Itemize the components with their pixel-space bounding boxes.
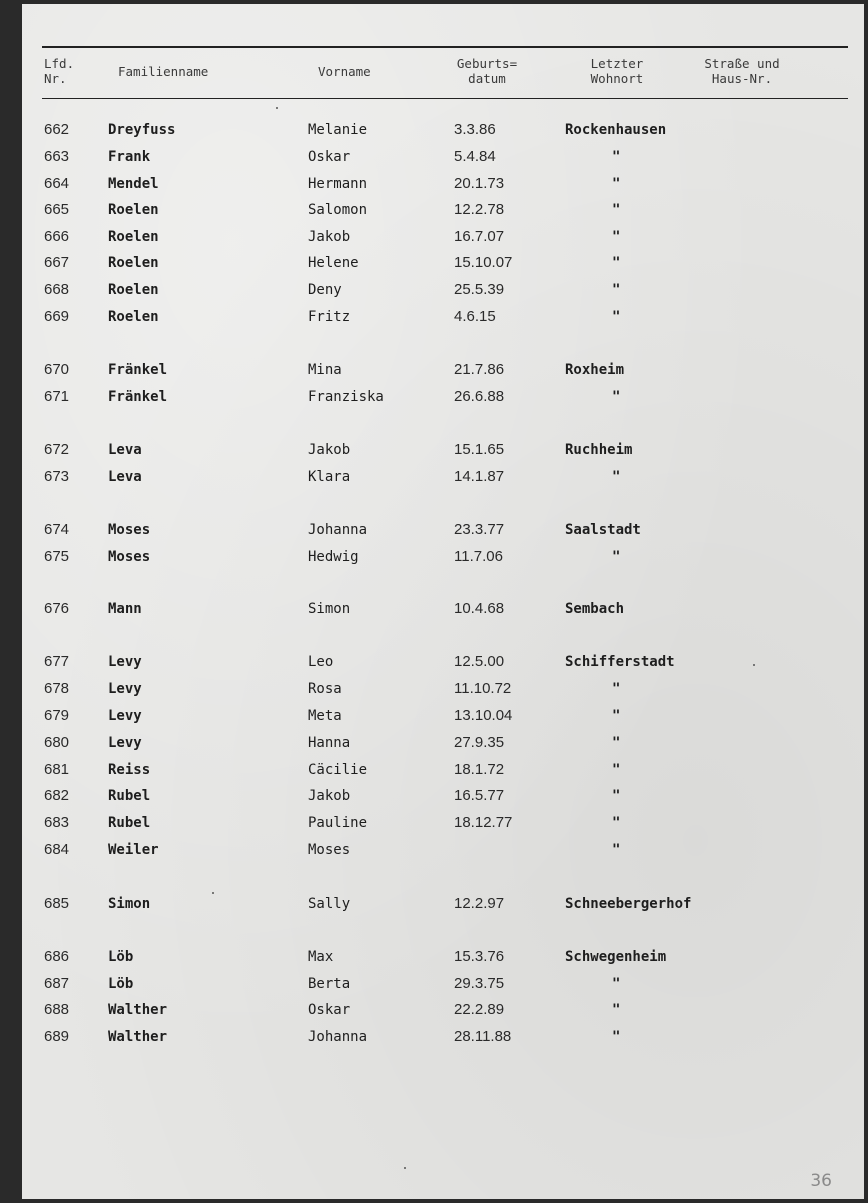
cell-wohnort: " [612, 176, 621, 192]
cell-vorname: Oskar [308, 149, 351, 165]
cell-vorname: Cäcilie [308, 762, 368, 778]
cell-nr: 675 [44, 548, 70, 565]
cell-wohnort: " [612, 762, 621, 778]
cell-wohnort: Rockenhausen [565, 122, 667, 138]
cell-familienname: Levy [108, 735, 142, 751]
header-strasse-hausnr: Straße und Haus-Nr. [704, 56, 780, 86]
cell-vorname: Jakob [308, 788, 351, 804]
cell-wohnort: " [612, 549, 621, 565]
cell-vorname: Rosa [308, 681, 342, 697]
cell-familienname: Levy [108, 681, 142, 697]
cell-wohnort: " [612, 469, 621, 485]
cell-familienname: Leva [108, 469, 142, 485]
cell-wohnort: " [612, 1002, 621, 1018]
cell-vorname: Hermann [308, 176, 368, 192]
document-page [22, 4, 864, 1199]
cell-geburtsdatum: 5.4.84 [454, 148, 496, 165]
cell-nr: 676 [44, 600, 70, 617]
cell-wohnort: " [612, 282, 621, 298]
cell-geburtsdatum: 27.9.35 [454, 734, 505, 751]
cell-wohnort: " [612, 202, 621, 218]
cell-vorname: Franziska [308, 389, 384, 405]
paper-speck [753, 664, 755, 666]
cell-vorname: Johanna [308, 1029, 368, 1045]
header-top-rule [42, 46, 848, 48]
cell-familienname: Löb [108, 976, 134, 992]
cell-familienname: Löb [108, 949, 134, 965]
header-geburtsdatum: Geburts= datum [456, 56, 518, 86]
header-familienname: Familienname [118, 64, 209, 79]
cell-geburtsdatum: 11.7.06 [454, 548, 503, 565]
cell-nr: 670 [44, 361, 70, 378]
cell-vorname: Moses [308, 842, 351, 858]
cell-nr: 662 [44, 121, 70, 138]
cell-nr: 682 [44, 787, 70, 804]
cell-geburtsdatum: 15.3.76 [454, 948, 505, 965]
cell-nr: 689 [44, 1028, 70, 1045]
cell-vorname: Mina [308, 362, 342, 378]
cell-familienname: Dreyfuss [108, 122, 176, 138]
cell-nr: 669 [44, 308, 70, 325]
cell-familienname: Roelen [108, 309, 159, 325]
cell-nr: 666 [44, 228, 70, 245]
cell-nr: 674 [44, 521, 70, 538]
cell-nr: 679 [44, 707, 70, 724]
cell-nr: 683 [44, 814, 70, 831]
cell-vorname: Sally [308, 896, 351, 912]
cell-familienname: Roelen [108, 255, 159, 271]
cell-geburtsdatum: 15.1.65 [454, 441, 505, 458]
cell-wohnort: " [612, 309, 621, 325]
cell-familienname: Levy [108, 708, 142, 724]
cell-nr: 673 [44, 468, 70, 485]
cell-vorname: Jakob [308, 442, 351, 458]
cell-nr: 681 [44, 761, 70, 778]
cell-vorname: Fritz [308, 309, 351, 325]
cell-familienname: Rubel [108, 788, 151, 804]
header-vorname: Vorname [318, 64, 371, 79]
cell-vorname: Oskar [308, 1002, 351, 1018]
cell-nr: 687 [44, 975, 70, 992]
cell-geburtsdatum: 15.10.07 [454, 254, 513, 271]
cell-geburtsdatum: 3.3.86 [454, 121, 496, 138]
cell-wohnort: " [612, 389, 621, 405]
cell-wohnort: Ruchheim [565, 442, 633, 458]
cell-geburtsdatum: 28.11.88 [454, 1028, 512, 1045]
cell-geburtsdatum: 10.4.68 [454, 600, 505, 617]
cell-geburtsdatum: 11.10.72 [454, 680, 512, 697]
cell-geburtsdatum: 14.1.87 [454, 468, 505, 485]
cell-geburtsdatum: 12.5.00 [454, 653, 505, 670]
cell-wohnort: " [612, 788, 621, 804]
cell-wohnort: Saalstadt [565, 522, 641, 538]
cell-geburtsdatum: 16.7.07 [454, 228, 505, 245]
cell-wohnort: " [612, 229, 621, 245]
cell-wohnort: Schneebergerhof [565, 896, 692, 912]
cell-familienname: Weiler [108, 842, 159, 858]
cell-nr: 686 [44, 948, 70, 965]
cell-vorname: Max [308, 949, 334, 965]
cell-vorname: Salomon [308, 202, 368, 218]
cell-familienname: Levy [108, 654, 142, 670]
cell-vorname: Simon [308, 601, 351, 617]
cell-familienname: Moses [108, 549, 151, 565]
cell-geburtsdatum: 13.10.04 [454, 707, 513, 724]
cell-nr: 665 [44, 201, 70, 218]
cell-wohnort: " [612, 255, 621, 271]
cell-nr: 684 [44, 841, 70, 858]
cell-nr: 671 [44, 388, 70, 405]
header-nr: Lfd. Nr. [44, 56, 75, 86]
cell-geburtsdatum: 23.3.77 [454, 521, 505, 538]
paper-speck [276, 107, 278, 109]
cell-nr: 685 [44, 895, 70, 912]
cell-wohnort: " [612, 815, 621, 831]
cell-vorname: Pauline [308, 815, 368, 831]
cell-wohnort: " [612, 149, 621, 165]
cell-geburtsdatum: 16.5.77 [454, 787, 505, 804]
cell-familienname: Mendel [108, 176, 159, 192]
cell-familienname: Rubel [108, 815, 151, 831]
cell-vorname: Jakob [308, 229, 351, 245]
cell-geburtsdatum: 25.5.39 [454, 281, 505, 298]
cell-geburtsdatum: 4.6.15 [454, 308, 496, 325]
cell-geburtsdatum: 20.1.73 [454, 175, 505, 192]
cell-familienname: Roelen [108, 202, 159, 218]
cell-wohnort: Sembach [565, 601, 625, 617]
cell-vorname: Leo [308, 654, 334, 670]
cell-wohnort: Schwegenheim [565, 949, 667, 965]
cell-nr: 668 [44, 281, 70, 298]
header-letzter-wohnort: Letzter Wohnort [590, 56, 644, 86]
cell-wohnort: " [612, 735, 621, 751]
cell-geburtsdatum: 12.2.97 [454, 895, 505, 912]
cell-geburtsdatum: 21.7.86 [454, 361, 505, 378]
cell-vorname: Meta [308, 708, 342, 724]
cell-familienname: Moses [108, 522, 151, 538]
cell-familienname: Reiss [108, 762, 151, 778]
cell-geburtsdatum: 18.1.72 [454, 761, 505, 778]
cell-familienname: Roelen [108, 229, 159, 245]
cell-geburtsdatum: 18.12.77 [454, 814, 513, 831]
cell-familienname: Roelen [108, 282, 159, 298]
cell-nr: 678 [44, 680, 70, 697]
cell-vorname: Hedwig [308, 549, 359, 565]
cell-familienname: Walther [108, 1002, 168, 1018]
cell-geburtsdatum: 22.2.89 [454, 1001, 505, 1018]
cell-nr: 667 [44, 254, 70, 271]
cell-geburtsdatum: 29.3.75 [454, 975, 505, 992]
cell-wohnort: " [612, 842, 621, 858]
page-number: 36 [810, 1171, 832, 1191]
cell-vorname: Deny [308, 282, 342, 298]
cell-familienname: Walther [108, 1029, 168, 1045]
cell-wohnort: Schifferstadt [565, 654, 675, 670]
cell-vorname: Berta [308, 976, 351, 992]
cell-vorname: Helene [308, 255, 359, 271]
cell-familienname: Fränkel [108, 362, 168, 378]
cell-wohnort: " [612, 681, 621, 697]
cell-wohnort: " [612, 976, 621, 992]
cell-familienname: Leva [108, 442, 142, 458]
cell-familienname: Simon [108, 896, 151, 912]
cell-familienname: Fränkel [108, 389, 168, 405]
cell-nr: 688 [44, 1001, 70, 1018]
header-bottom-rule [42, 98, 848, 99]
cell-nr: 677 [44, 653, 70, 670]
cell-familienname: Mann [108, 601, 142, 617]
cell-familienname: Frank [108, 149, 151, 165]
cell-vorname: Melanie [308, 122, 368, 138]
cell-nr: 664 [44, 175, 70, 192]
cell-wohnort: " [612, 708, 621, 724]
cell-geburtsdatum: 26.6.88 [454, 388, 505, 405]
cell-nr: 663 [44, 148, 70, 165]
cell-nr: 672 [44, 441, 70, 458]
cell-wohnort: Roxheim [565, 362, 625, 378]
cell-vorname: Johanna [308, 522, 368, 538]
paper-speck [404, 1167, 406, 1169]
cell-geburtsdatum: 12.2.78 [454, 201, 505, 218]
cell-vorname: Klara [308, 469, 351, 485]
cell-wohnort: " [612, 1029, 621, 1045]
cell-nr: 680 [44, 734, 70, 751]
cell-vorname: Hanna [308, 735, 351, 751]
paper-speck [212, 892, 214, 894]
